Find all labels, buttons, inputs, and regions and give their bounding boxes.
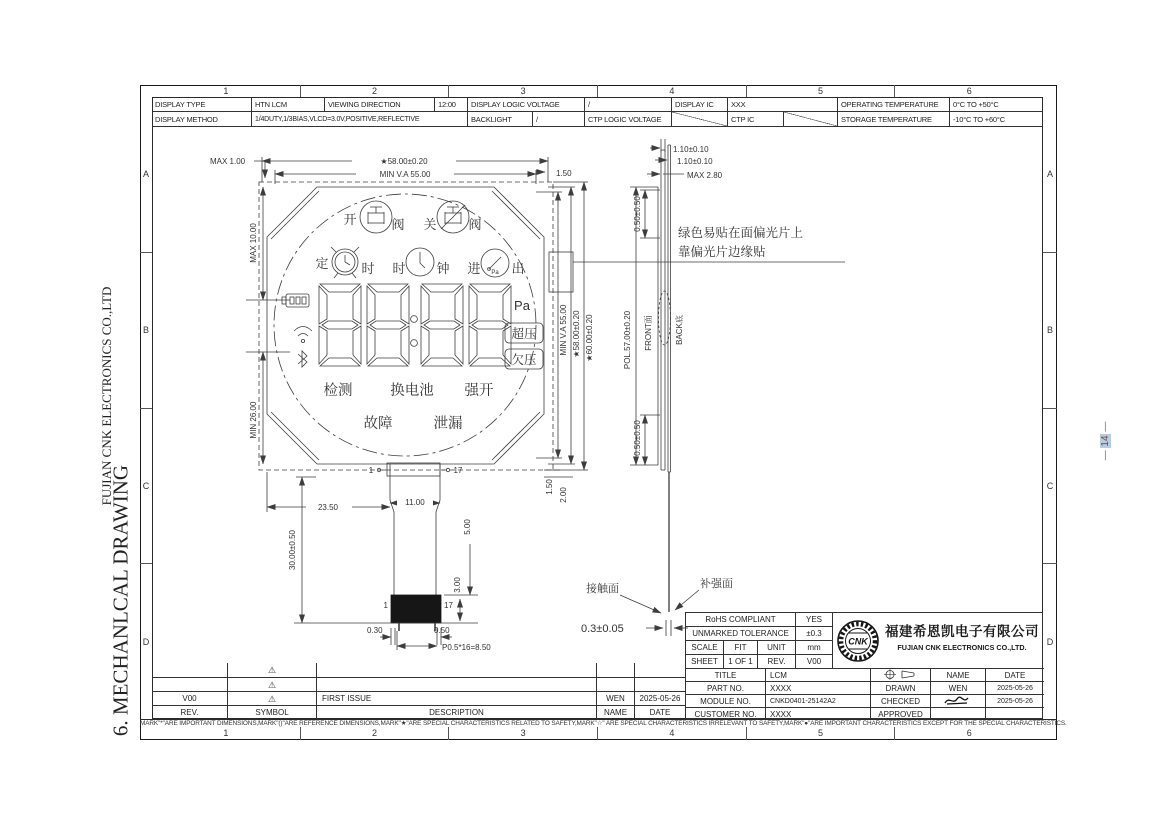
spec-cell: DISPLAY TYPE	[152, 97, 252, 112]
colon-dot	[411, 340, 418, 347]
page-dash-left: —	[1099, 450, 1111, 461]
rev-date	[635, 663, 685, 677]
dim-fpc-thickness: 0.3±0.05	[581, 623, 624, 635]
tolerance-label: UNMARKED TOLERANCE	[686, 627, 796, 641]
rev-name: WEN	[597, 691, 635, 705]
title-label: TITLE	[686, 669, 766, 682]
rev-header: NAME	[597, 705, 635, 719]
lcd-valve-close-suffix: 阀	[468, 217, 482, 232]
green-note-line2: 靠偏光片边缘贴	[678, 245, 766, 259]
dim-tail-d3: 3.00	[453, 577, 462, 593]
col-label: 6	[894, 727, 1043, 740]
bluetooth-icon	[298, 351, 307, 367]
clock-icon	[406, 248, 434, 276]
col-label: 2	[300, 727, 449, 740]
fpc-pin17: 17	[444, 601, 453, 610]
dim-pin-margin-left: 0.30	[367, 626, 383, 635]
dim-right-gap1: 1.50	[545, 479, 554, 495]
fpc-stiffener-block	[391, 595, 441, 623]
lcd-fault: 故障	[363, 416, 393, 432]
rev-desc	[317, 663, 597, 677]
valve-open-icon	[360, 201, 392, 233]
spec-cell: 0°C TO +50°C	[950, 97, 1043, 112]
pin1-label: 1	[368, 466, 374, 475]
row-label: B	[1043, 252, 1057, 408]
side-view-ellipse	[659, 291, 671, 345]
rev-name	[597, 677, 635, 691]
dim-pin-margin-right: 0.50	[434, 626, 450, 635]
checked-signature-cell	[931, 695, 986, 708]
pin17-label: 17	[453, 466, 463, 475]
spec-table	[152, 97, 1043, 127]
spec-cell: OPERATING TEMPERATURE	[838, 97, 950, 112]
drawn-label: DRAWN	[871, 682, 931, 695]
row-label: A	[142, 169, 149, 180]
wifi-icon	[294, 327, 312, 343]
spec-cell: DISPLAY LOGIC VOLTAGE	[468, 97, 585, 112]
col-label: 2	[300, 85, 449, 97]
customer-value: XXXX	[766, 708, 871, 720]
col-label: 3	[448, 85, 597, 97]
dim-right-gap2: 2.00	[559, 487, 568, 503]
spec-cell: 1/4DUTY,1/3BIAS,VLCD=3.0V,POSITIVE,REFLECTIVE	[252, 112, 468, 127]
rev-cell: V00	[152, 691, 228, 705]
lcd-leak: 泄漏	[433, 416, 463, 432]
col-label: 1	[223, 728, 229, 738]
dim-tail-d5: 5.00	[463, 519, 472, 535]
lcd-force-open: 强开	[464, 383, 494, 399]
side-view	[581, 139, 803, 636]
spec-cell: DISPLAY METHOD	[152, 112, 252, 127]
lcd-replace-battery: 换电池	[390, 383, 434, 399]
dim-right-outline: ★58.00±0.20	[572, 310, 581, 358]
rev-header: DESCRIPTION	[317, 705, 597, 719]
spec-cell: STORAGE TEMPERATURE	[838, 112, 950, 127]
rev-symbol: ⚠	[228, 663, 317, 677]
dim-tail-width: 11.00	[405, 498, 425, 507]
viewing-area-circle	[274, 194, 536, 456]
green-note-line1: 绿色易贴在面偏光片上	[678, 226, 804, 240]
dim-left-bottom: MIN 26.00	[249, 401, 258, 439]
rev-desc: FIRST ISSUE	[317, 691, 597, 705]
spec-row-2	[152, 112, 1043, 127]
rev-value: V00	[796, 655, 833, 669]
colon-dot	[411, 316, 418, 323]
top-column-band	[152, 85, 1043, 97]
lcd-valve-close-prefix: 关	[423, 217, 437, 232]
title-value: LCM	[766, 669, 871, 682]
col-label: 5	[746, 727, 895, 740]
drawing-footnote: MARK"*"ARE IMPORTANT DIMENSIONS,MARK"()"ARE REFERENCE DIMENSIONS,MARK"★"ARE SPECIAL CHARACTERISTICS RELATED TO SAFETY,MARK"☆" ARE SPECIAL CHARACTERISTICS IRRELEVANT TO SAFETY,MARK"●"ARE IMPORTANT CHARACTERISTICS EXCEPT FOR THE SPECIAL CHARACTERISTICS.	[140, 720, 1067, 727]
lcd-gauge-prefix: 进	[467, 261, 481, 276]
lcd-clock-prefix: 时	[392, 261, 406, 276]
spec-cell-na	[784, 112, 838, 127]
lcd-clock-suffix: 钟	[436, 261, 450, 276]
dim-width-va: MIN V.A 55.00	[379, 170, 431, 179]
customer-label: CUSTOMER NO.	[686, 708, 766, 720]
lcd-valve-open-prefix: 开	[343, 212, 357, 227]
revision-table	[152, 663, 685, 719]
spec-cell: /	[533, 112, 585, 127]
spec-cell: HTN LCM	[252, 97, 325, 112]
rev-name	[597, 663, 635, 677]
tolerance-value: ±0.3	[796, 627, 833, 641]
lcd-timer-prefix: 定	[315, 256, 329, 271]
rev-date	[635, 677, 685, 691]
left-row-band	[140, 97, 152, 719]
front-face-label: FRONT面	[644, 315, 653, 351]
seal-text: CNK	[848, 636, 868, 647]
page-number	[1079, 418, 1131, 464]
rev-header: SYMBOL	[228, 705, 317, 719]
drawn-date: 2025-05-26	[986, 682, 1044, 695]
row-label: A	[1046, 169, 1053, 180]
lcd-pa-unit: Pa	[514, 298, 530, 313]
pressure-gauge-icon	[481, 249, 509, 277]
col-label: 6	[894, 85, 1043, 97]
spec-cell: /	[585, 97, 672, 112]
bottom-column-band	[152, 727, 1043, 740]
revision-header-row	[152, 705, 685, 719]
row-label: D	[140, 563, 152, 719]
company-vertical-title: FUJIAN CNK ELECTRONICS CO.,LTD	[99, 286, 114, 506]
back-face-label: BACK底	[675, 315, 684, 345]
rev-header: REV.	[152, 705, 228, 719]
revision-row	[152, 677, 685, 691]
title-block	[685, 612, 1043, 719]
rev-header: DATE	[635, 705, 685, 719]
revision-row	[152, 663, 685, 677]
page-number-value: 14	[1099, 435, 1111, 447]
date-col-header: DATE	[986, 669, 1044, 682]
spec-cell: CTP IC	[728, 112, 784, 127]
signature	[943, 695, 973, 706]
contact-strip	[369, 463, 463, 476]
spec-cell-na	[672, 112, 728, 127]
spec-cell: -10°C TO +60°C	[950, 112, 1043, 127]
green-sticker-note	[678, 225, 803, 259]
row-label: B	[140, 252, 152, 408]
spec-cell: BACKLIGHT	[468, 112, 533, 127]
lcd-segments	[282, 201, 543, 432]
col-label: 4	[597, 727, 746, 740]
dim-tail-length: 30.00±0.50	[288, 530, 297, 570]
spec-row-1	[152, 97, 1043, 112]
side-view-dimensions	[623, 139, 723, 465]
checked-date: 2025-05-26	[986, 695, 1044, 708]
rev-desc	[317, 677, 597, 691]
seven-segment-digits	[319, 284, 511, 366]
lcd-over-pressure: 超压	[511, 327, 537, 341]
rev-cell	[152, 677, 228, 691]
spec-cell: DISPLAY IC	[672, 97, 728, 112]
section-title: 6. MECHANLCAL DRAWING	[108, 464, 133, 737]
spec-cell: XXX	[728, 97, 838, 112]
dim-back-glass: 1.10±0.10	[677, 157, 713, 166]
dim-bottom-margin: 0.50±0.50	[633, 420, 642, 456]
dim-pol-height: POL.57.00±0.20	[623, 310, 632, 370]
dim-front-glass: 1.10±0.10	[673, 145, 709, 154]
row-label: D	[1043, 563, 1057, 719]
dim-top-right-gap: 1.50	[556, 169, 572, 178]
sheet-value: 1 OF 1	[724, 655, 758, 669]
dim-width-outline: ★58.00±0.20	[380, 157, 428, 166]
rev-cell	[152, 663, 228, 677]
rev-date: 2025-05-26	[635, 691, 685, 705]
drawn-name: WEN	[931, 682, 986, 695]
lcd-valve-open-suffix: 阀	[391, 217, 405, 232]
name-col-header: NAME	[931, 669, 986, 682]
dim-max-1: MAX 1.00	[210, 157, 246, 166]
rev-symbol: ⚠	[228, 677, 317, 691]
row-label: C	[1043, 408, 1057, 564]
rohs-label: RoHS COMPLIANT	[686, 613, 796, 627]
right-row-band	[1043, 97, 1057, 719]
module-value: CNKD0401-25142A2	[766, 695, 871, 708]
dim-right-overall: ★60.00±0.20	[585, 314, 594, 362]
fpc-pin1: 1	[383, 601, 388, 610]
fpc-tail	[384, 464, 454, 631]
dim-top-margin: 0.50±0.50	[633, 196, 642, 232]
col-label: 1	[223, 86, 229, 96]
unit-label: UNIT	[758, 641, 796, 655]
gauge-pa-text: Pa	[491, 270, 499, 276]
lcd-under-pressure: 欠压	[511, 353, 537, 367]
rev-symbol: ⚠	[228, 691, 317, 705]
col-label: 5	[746, 85, 895, 97]
projection-symbol-cell	[871, 669, 931, 682]
part-label: PART NO.	[686, 682, 766, 695]
unit-value: mm	[796, 641, 833, 655]
dim-total-thickness: MAX 2.80	[687, 171, 723, 180]
dim-left-top: MAX 10.00	[249, 223, 258, 263]
dim-pin-pitch: P0.5*16=8.50	[442, 643, 491, 652]
dim-right-va: MIN V.A 55.00	[559, 304, 568, 356]
col-label: 3	[448, 727, 597, 740]
lcd-detect: 检测	[323, 383, 353, 399]
col-label: 4	[597, 85, 746, 97]
cnk-seal	[836, 619, 880, 663]
stiffener-surface-label: 补强面	[700, 578, 733, 590]
sheet-label: SHEET	[686, 655, 724, 669]
scale-label: SCALE	[686, 641, 724, 655]
part-value: XXXX	[766, 682, 871, 695]
checked-label: CHECKED	[871, 695, 931, 708]
lcd-gauge-suffix: 出	[511, 261, 525, 276]
spec-cell: 12:00	[435, 97, 468, 112]
rev-label: REV.	[758, 655, 796, 669]
rohs-value: YES	[796, 613, 833, 627]
spec-cell: CTP LOGIC VOLTAGE	[585, 112, 672, 127]
battery-icon	[282, 294, 309, 307]
row-label: C	[140, 408, 152, 564]
outline-dashed-rect	[259, 182, 553, 470]
page-dash-right: —	[1099, 421, 1111, 432]
spec-cell: VIEWING DIRECTION	[325, 97, 435, 112]
approved-label: APPROVED	[871, 708, 931, 720]
scale-value: FIT	[724, 641, 758, 655]
alarm-clock-icon	[331, 247, 359, 278]
mechanical-drawing	[152, 127, 1043, 663]
company-name-en: FUJIAN CNK ELECTRONICS CO.,LTD.	[897, 643, 1027, 652]
module-label: MODULE NO.	[686, 695, 766, 708]
company-name-cn: 福建希恩凯电子有限公司	[885, 624, 1039, 639]
valve-close-icon	[437, 201, 469, 233]
lcd-timer-suffix: 时	[361, 261, 375, 276]
revision-row	[152, 691, 685, 705]
contact-surface-label: 接触面	[586, 583, 619, 595]
third-angle-projection-icon	[883, 669, 919, 680]
dim-tail-offset: 23.50	[317, 503, 339, 512]
